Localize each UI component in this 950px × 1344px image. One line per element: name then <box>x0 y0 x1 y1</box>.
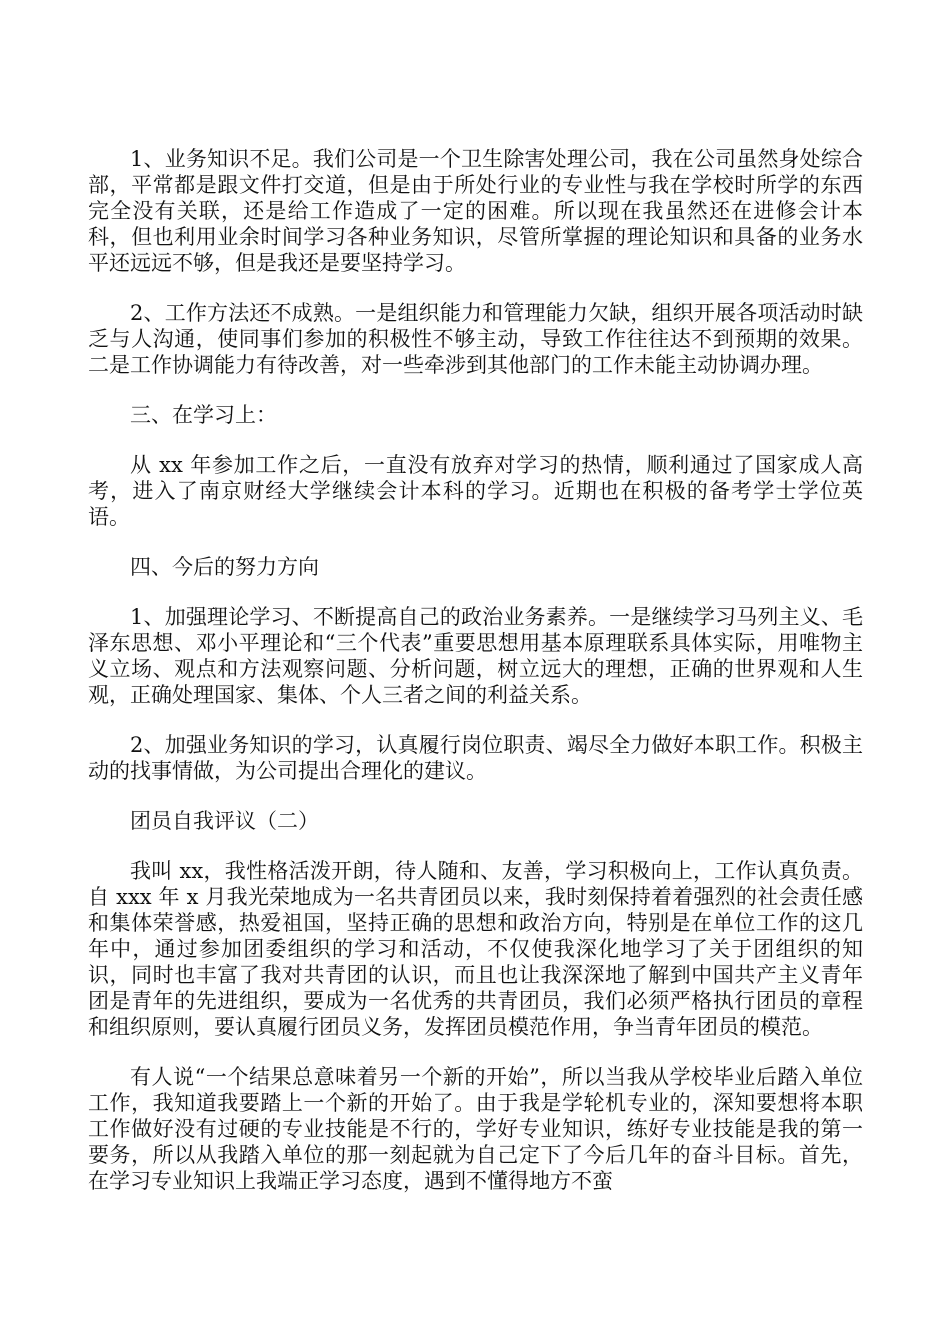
paragraph-self-introduction: 我叫 xx，我性格活泼开朗，待人随和、友善，学习积极向上，工作认真负责。自 xxx 年 x 月我光荣地成为一名共青团员以来，我时刻保持着着强烈的社会责任感和集体荣誉感，热爱祖国，坚持正确的思想和政治方向，特别是在单位工作的这几年中，通过参加团委组织的学习和活动，不仅使我深化地学习了关于团组织的知识，同时也丰富了我对共青团的认识，而且也让我深深地了解到中国共产主义青年团是青年的先进组织，要成为一名优秀的共青团员，我们必须严格执行团员的章程和组织原则，要认真履行团员义务，发挥团员模范作用，争当青年团员的模范。 <box>88 859 863 1039</box>
paragraph-study: 从 xx 年参加工作之后，一直没有放弃对学习的热情，顺利通过了国家成人高考，进入了南京财经大学继续会计本科的学习。近期也在积极的备考学士学位英语。 <box>88 453 863 529</box>
paragraph-work-methods: 2、工作方法还不成熟。一是组织能力和管理能力欠缺，组织开展各项活动时缺乏与人沟通，使同事们参加的积极性不够主动，导致工作往往达不到预期的效果。二是工作协调能力有待改善，对一些牵涉到其他部门的工作未能主动协调办理。 <box>88 301 863 377</box>
paragraph-new-beginning: 有人说“一个结果总意味着另一个新的开始”，所以当我从学校毕业后踏入单位工作，我知道我要踏上一个新的开始了。由于我是学轮机专业的，深知要想将本职工作做好没有过硬的专业技能是不行的，学好专业知识，练好专业技能是我的第一要务，所以从我踏入单位的那一刻起就为自己定下了今后几年的奋斗目标。首先，在学习专业知识上我端正学习态度，遇到不懂得地方不蛮 <box>88 1065 863 1193</box>
section-heading-future-direction: 四、今后的努力方向 <box>130 555 319 579</box>
document-body <box>88 146 863 1218</box>
paragraph-business-knowledge: 1、业务知识不足。我们公司是一个卫生除害处理公司，我在公司虽然身处综合部，平常都是跟文件打交道，但是由于所处行业的专业性与我在学校时所学的东西完全没有关联，还是给工作造成了一定的困难。所以现在我虽然还在进修会计本科，但也利用业余时间学习各种业务知识，尽管所掌握的理论知识和具备的业务水平还远远不够，但是我还是要坚持学习。 <box>88 147 863 275</box>
paragraph-business-study: 2、加强业务知识的学习，认真履行岗位职责、竭尽全力做好本职工作。积极主动的找事情做，为公司提出合理化的建议。 <box>88 733 863 783</box>
paragraph-theory-study: 1、加强理论学习、不断提高自己的政治业务素养。一是继续学习马列主义、毛泽东思想、邓小平理论和“三个代表”重要思想用基本原理联系具体实际，用唯物主义立场、观点和方法观察问题、分析问题，树立远大的理想，正确的世界观和人生观，正确处理国家、集体、个人三者之间的利益关系。 <box>88 605 863 707</box>
section-title-self-evaluation-two: 团员自我评议（二） <box>130 809 319 833</box>
section-heading-study: 三、在学习上： <box>130 403 277 427</box>
